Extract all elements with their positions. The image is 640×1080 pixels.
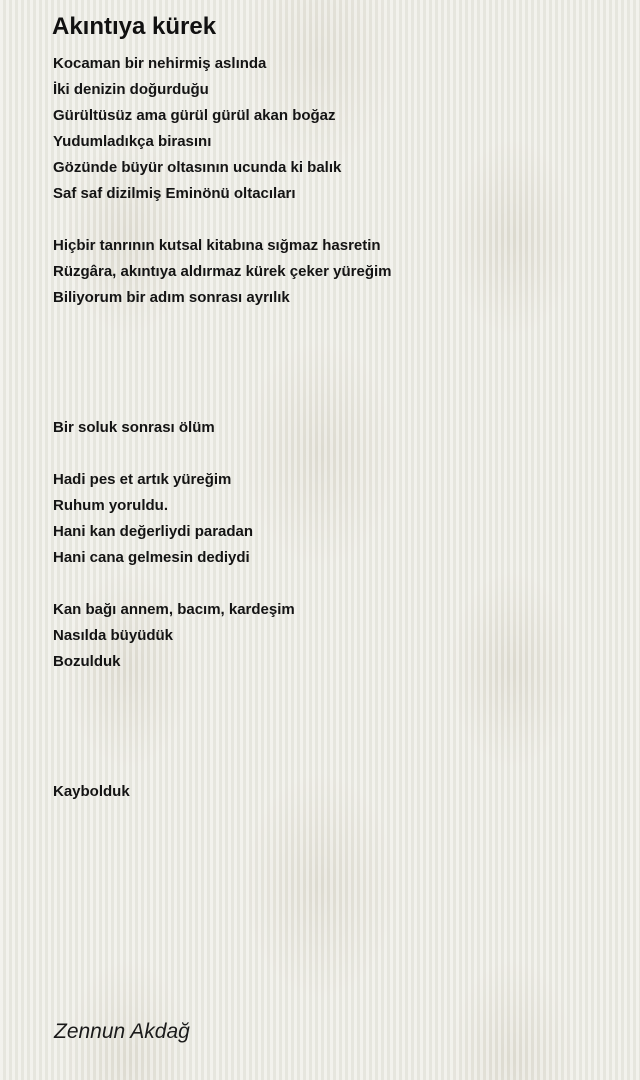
poem-line: Kan bağı annem, bacım, kardeşim bbox=[53, 601, 295, 618]
poem-line: Biliyorum bir adım sonrası ayrılık bbox=[53, 289, 290, 306]
poem-line: İki denizin doğurduğu bbox=[53, 81, 209, 98]
stanza-break bbox=[53, 753, 613, 779]
stanza-break bbox=[53, 701, 613, 727]
poem-line: Ruhum yoruldu. bbox=[53, 497, 168, 514]
stanza-break bbox=[53, 675, 613, 701]
stanza-break bbox=[53, 571, 613, 597]
poem-line: Hadi pes et artık yüreğim bbox=[53, 471, 232, 488]
poem-line: Rüzgâra, akıntıya aldırmaz kürek çeker yüreğim bbox=[53, 263, 392, 280]
poem-line: Hiçbir tanrının kutsal kitabına sığmaz hasretin bbox=[53, 237, 381, 254]
poem-line: Bozulduk bbox=[53, 653, 121, 670]
stanza-break bbox=[53, 311, 613, 337]
stanza-break bbox=[53, 207, 613, 233]
poem-line: Yudumladıkça birasını bbox=[53, 133, 212, 150]
poem-author: Zennun Akdağ bbox=[54, 1020, 190, 1043]
poem-line: Kocaman bir nehirmiş aslında bbox=[53, 55, 267, 72]
stanza-break bbox=[53, 727, 613, 753]
poem-line: Kaybolduk bbox=[53, 783, 130, 800]
poem-line: Saf saf dizilmiş Eminönü oltacıları bbox=[53, 185, 296, 202]
poem-line: Gürültüsüz ama gürül gürül akan boğaz bbox=[53, 107, 336, 124]
poem-line: Nasılda büyüdük bbox=[53, 627, 174, 644]
poem-line: Hani kan değerliydi paradan bbox=[53, 523, 254, 540]
poem-line: Bir soluk sonrası ölüm bbox=[53, 419, 215, 436]
poem-line: Hani cana gelmesin dediydi bbox=[53, 549, 250, 566]
stanza-break bbox=[53, 389, 613, 415]
stanza-break bbox=[53, 337, 613, 363]
stanza-break bbox=[53, 441, 613, 467]
stanza-break bbox=[53, 363, 613, 389]
poem-body bbox=[53, 51, 613, 805]
poem-title: Akıntıya kürek bbox=[52, 13, 217, 40]
poem-line: Gözünde büyür oltasının ucunda ki balık bbox=[53, 159, 342, 176]
